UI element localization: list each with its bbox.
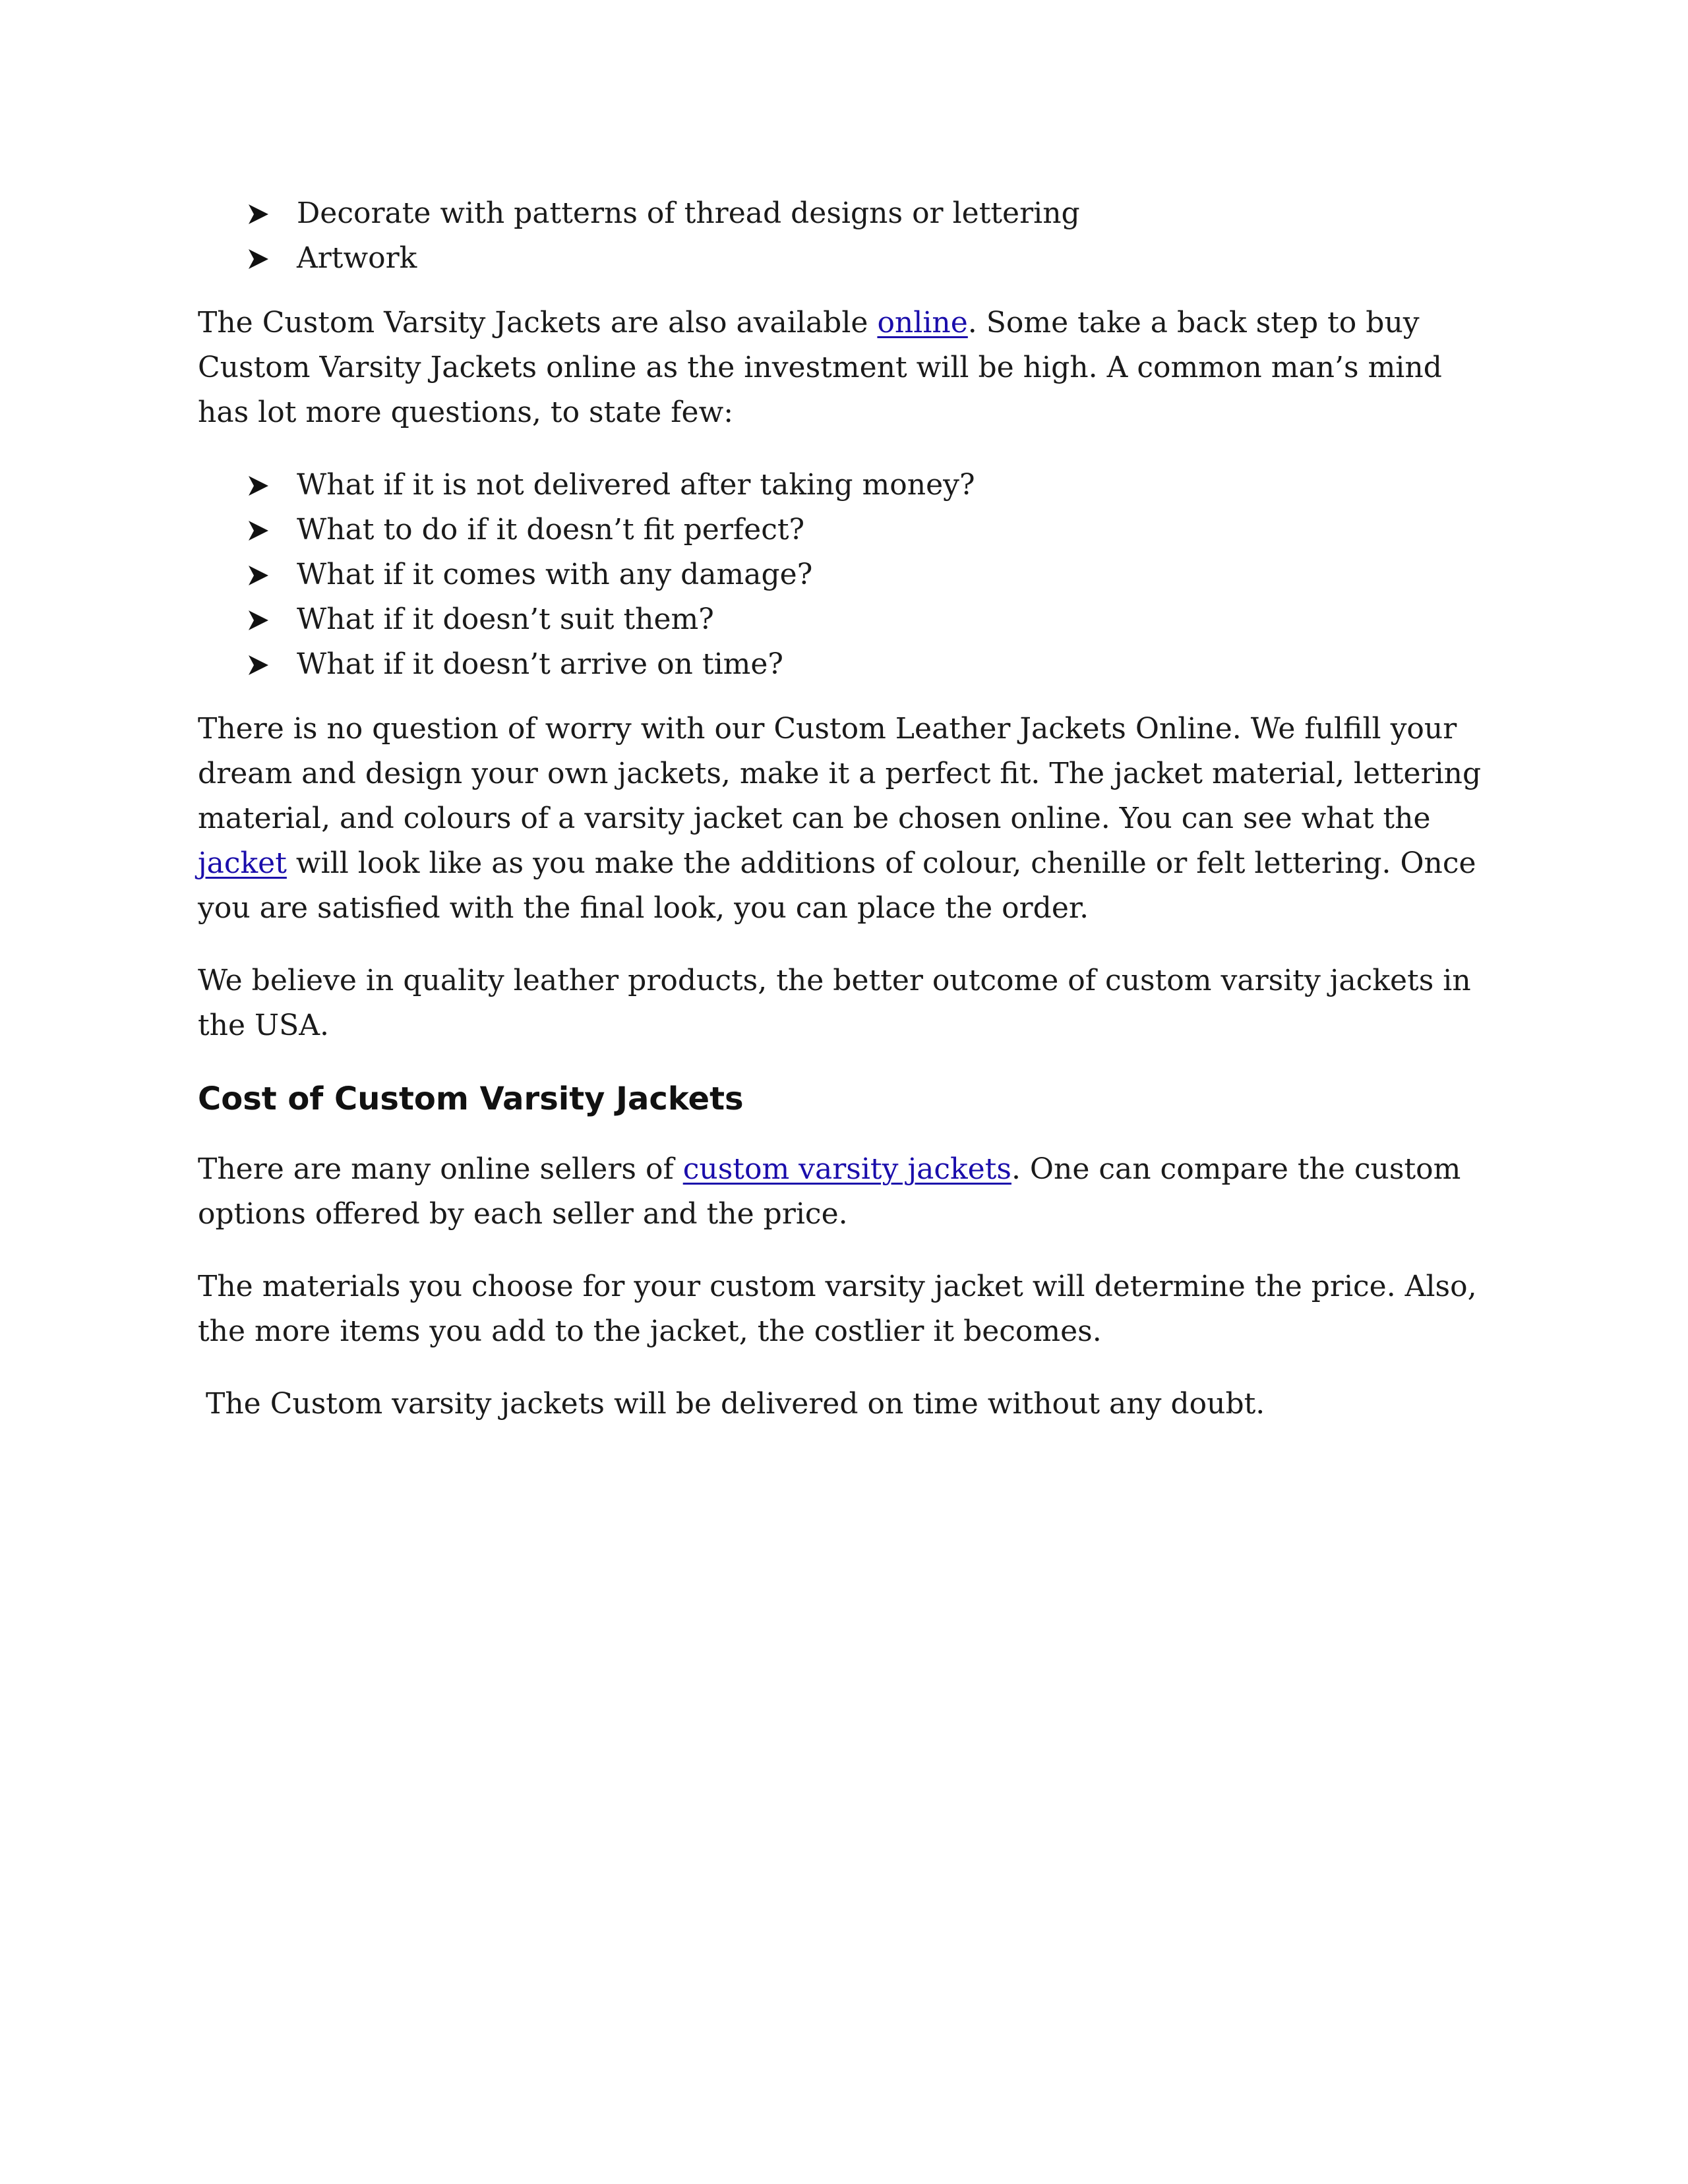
paragraph-no-worry [198, 707, 1490, 931]
arrowhead-bullet-icon [247, 564, 270, 587]
list-item-text: What if it doesn’t suit them? [297, 603, 714, 636]
list-item-text: What if it is not delivered after taking money? [297, 468, 975, 502]
paragraph-text: The Custom Varsity Jackets are also available [198, 306, 878, 339]
paragraph-delivery: The Custom varsity jackets will be delivered on time without any doubt. [206, 1387, 1265, 1421]
paragraph-text: . Some take a back step to buy Custom Varsity Jackets online as the investment will be high. A common man’s mind has lot more questions, to state few: [198, 306, 1442, 429]
arrowhead-bullet-icon [247, 475, 270, 497]
paragraph-available-online [198, 301, 1490, 435]
list-item [247, 191, 1490, 236]
paragraph-quality: We believe in quality leather products, the better outcome of custom varsity jackets in the USA. [198, 964, 1471, 1042]
online-link[interactable]: online [877, 306, 968, 339]
list-item-text: What to do if it doesn’t fit perfect? [297, 513, 805, 546]
custom-varsity-jackets-link[interactable]: custom varsity jackets [682, 1152, 1011, 1186]
paragraph-text: There is no question of worry with our Custom Leather Jackets Online. We fulfill your dream and design your own jackets, make it a perfect fit. The jacket material, lettering material, and colours of a varsity jacket can be chosen online. You can see what the [198, 712, 1482, 835]
paragraph-text: There are many online sellers of [198, 1152, 683, 1186]
arrowhead-bullet-icon [247, 654, 270, 676]
arrowhead-bullet-icon [247, 609, 270, 632]
paragraph-text: . One can compare the custom options offered by each seller and the price. [198, 1152, 1461, 1231]
arrowhead-bullet-icon [247, 519, 270, 542]
arrowhead-bullet-icon [247, 248, 270, 270]
list-item [247, 552, 1490, 597]
arrowhead-bullet-icon [247, 203, 270, 225]
list-item-text: What if it doesn’t arrive on time? [297, 647, 783, 681]
list-item [247, 508, 1490, 552]
feature-list [198, 191, 1490, 281]
list-item [247, 236, 1490, 281]
list-item [247, 463, 1490, 508]
questions-list [198, 463, 1490, 687]
jacket-link[interactable]: jacket [198, 846, 287, 880]
paragraph-sellers [198, 1147, 1490, 1237]
paragraph-materials: The materials you choose for your custom varsity jacket will determine the price. Also, the more items you add to the jacket, the costlier it becomes. [198, 1270, 1477, 1348]
document-page [198, 191, 1490, 1454]
list-item-text: What if it comes with any damage? [297, 558, 813, 591]
list-item [247, 642, 1490, 687]
paragraph-text: will look like as you make the additions of colour, chenille or felt lettering. Once you are satisfied with the final look, you can place the order. [198, 846, 1476, 925]
section-heading: Cost of Custom Varsity Jackets [198, 1080, 744, 1117]
list-item-text: Artwork [297, 241, 417, 275]
list-item-text: Decorate with patterns of thread designs or lettering [297, 196, 1080, 230]
list-item [247, 597, 1490, 642]
